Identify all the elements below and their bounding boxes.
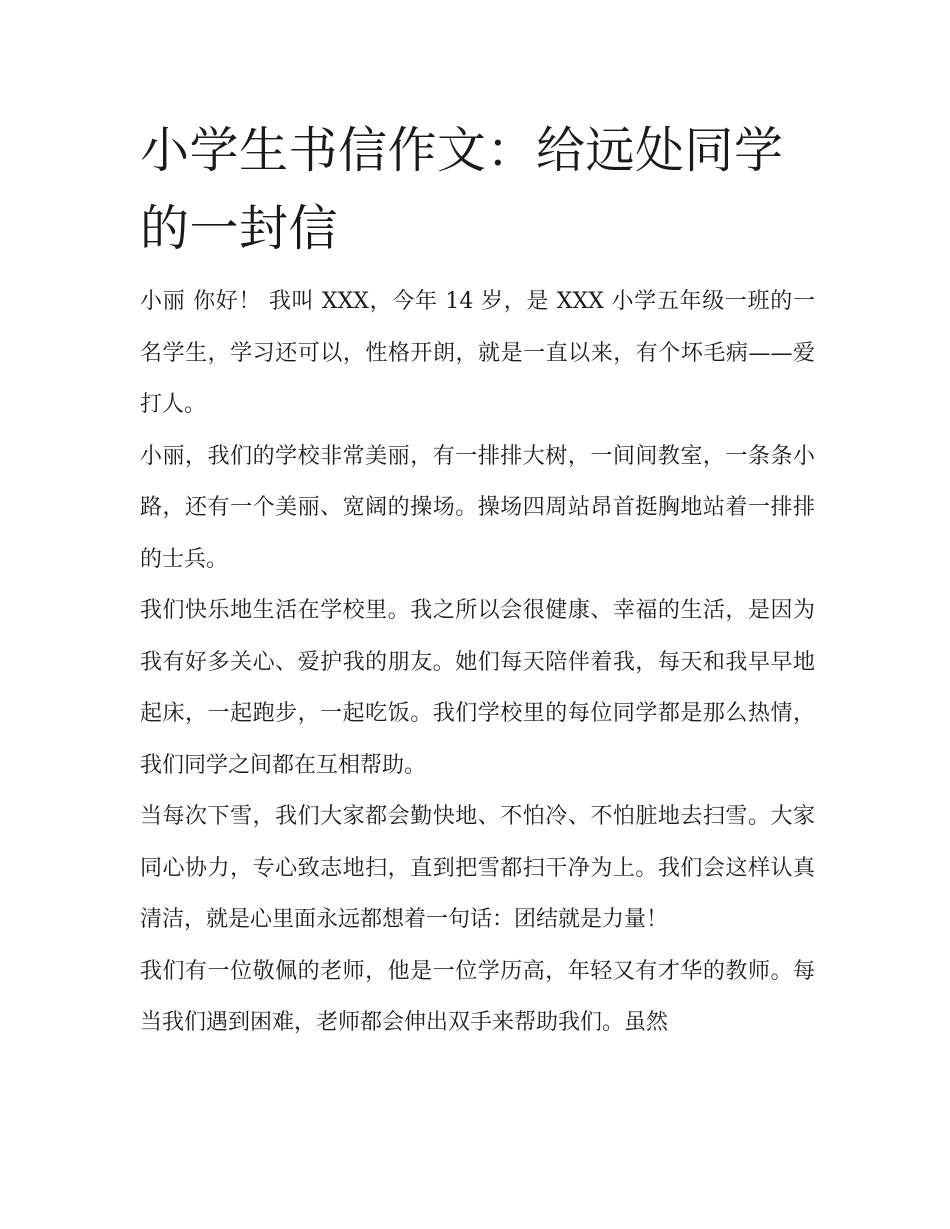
document-title: 小学生书信作文：给远处同学的一封信 <box>140 122 784 257</box>
paragraph-greeting: 小丽 你好！ 我叫 XXX，今年 14 岁，是 XXX 小学五年级一班的一名学生，学习还可以，性格开朗，就是一直以来，有个坏毛病——爱打人。 <box>140 289 815 417</box>
paragraph-snow: 当每次下雪，我们大家都会勤快地、不怕冷、不怕脏地去扫雪。大家同心协力，专心致志地扫，直到把雪都扫干净为上。我们会这样认真清洁，就是心里面永远都想着一句话：团结就是力量！ <box>140 804 815 932</box>
paragraph-teacher: 我们有一位敬佩的老师，他是一位学历高，年轻又有才华的教师。每当我们遇到困难，老师都会伸出双手来帮助我们。虽然 <box>140 958 815 1035</box>
paragraph-friends: 我们快乐地生活在学校里。我之所以会很健康、幸福的生活，是因为我有好多关心、爱护我的朋友。她们每天陪伴着我，每天和我早早地起床，一起跑步，一起吃饭。我们学校里的每位同学都是那么热情，我们同学之间都在互相帮助。 <box>140 598 815 778</box>
paragraph-school: 小丽，我们的学校非常美丽，有一排排大树，一间间教室，一条条小路，还有一个美丽、宽阔的操场。操场四周站昂首挺胸地站着一排排的士兵。 <box>140 443 815 572</box>
document-body <box>140 276 815 1049</box>
